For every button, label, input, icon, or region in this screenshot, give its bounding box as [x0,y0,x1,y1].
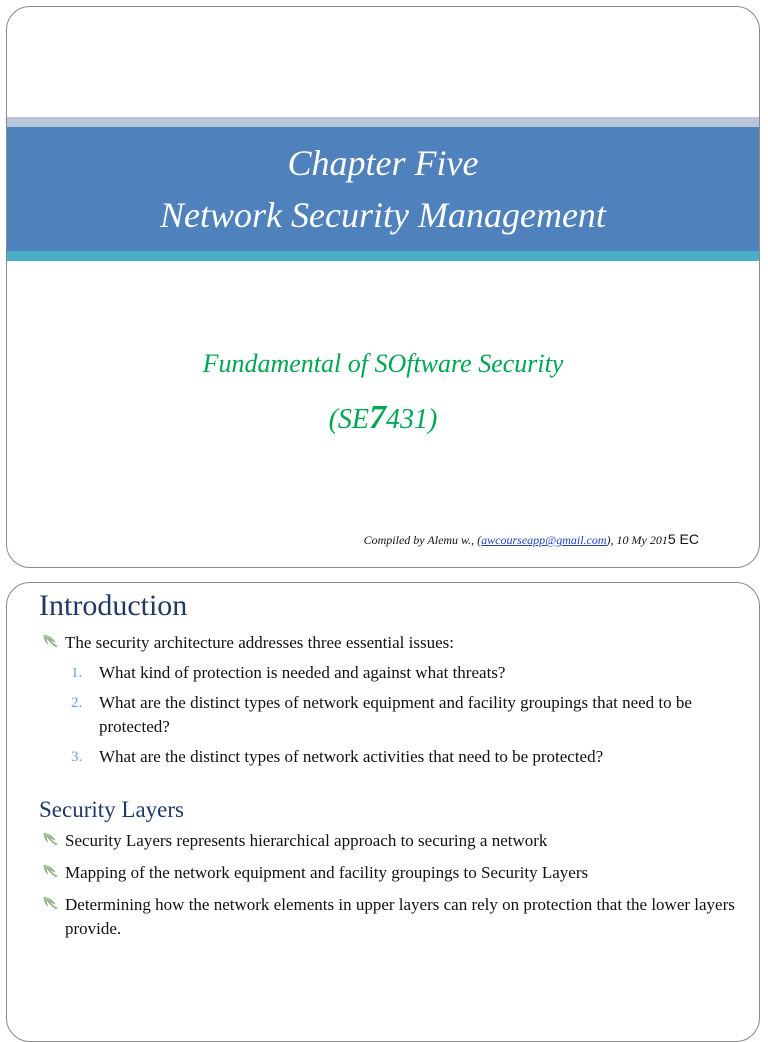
introduction-slide [6,582,760,1042]
leaf-bullet-icon [43,895,59,911]
author-email-link[interactable]: awcourseapp@gmail.com [481,533,607,547]
course-code [7,399,759,437]
course-name: Fundamental of SOftware Security [202,349,564,378]
chapter-title-line1: Chapter Five [287,143,479,183]
numbered-item [71,691,741,739]
item-number: 1. [71,665,83,681]
title-band [7,117,759,261]
item-number: 3. [71,749,83,765]
layer-bullet [43,893,743,941]
item-number: 2. [71,695,83,711]
title-slide [6,6,760,568]
item-text: What kind of protection is needed and against what threats? [99,663,506,682]
chapter-title [7,137,759,241]
band-light-stripe [7,117,759,127]
numbered-item [71,661,741,685]
intro-bullet-text: The security architecture addresses three essential issues: [65,633,454,652]
intro-bullet [43,631,743,655]
layer-bullet-text: Mapping of the network equipment and facility groupings to Security Layers [65,863,589,882]
compiled-by [364,531,699,548]
course-code-suffix: 431) [386,404,438,435]
leaf-bullet-icon [43,633,59,649]
compiled-date: ), 10 My 201 [606,533,668,547]
layer-bullet-text: Determining how the network elements in upper layers can rely on protection that the lower layers provide. [65,895,735,938]
layer-bullet [43,829,743,853]
item-text: What are the distinct types of network equipment and facility groupings that need to be protected? [99,693,692,736]
compiled-prefix: Compiled by Alemu w., ( [363,533,482,547]
course-code-prefix: (SE [328,404,370,435]
chapter-title-line2: Network Security Management [160,195,606,235]
section-heading: Security Layers [39,797,184,822]
layer-bullet-text: Security Layers represents hierarchical approach to securing a network [65,831,548,850]
item-text: What are the distinct types of network activities that need to be protected? [99,747,604,766]
course-code-digit: 7 [369,399,387,436]
band-teal-stripe [7,251,759,261]
leaf-bullet-icon [43,863,59,879]
layer-bullet [43,861,743,885]
compiled-ec: 5 EC [667,531,699,547]
numbered-item [71,745,741,769]
slide-heading: Introduction [39,589,188,622]
leaf-bullet-icon [43,831,59,847]
